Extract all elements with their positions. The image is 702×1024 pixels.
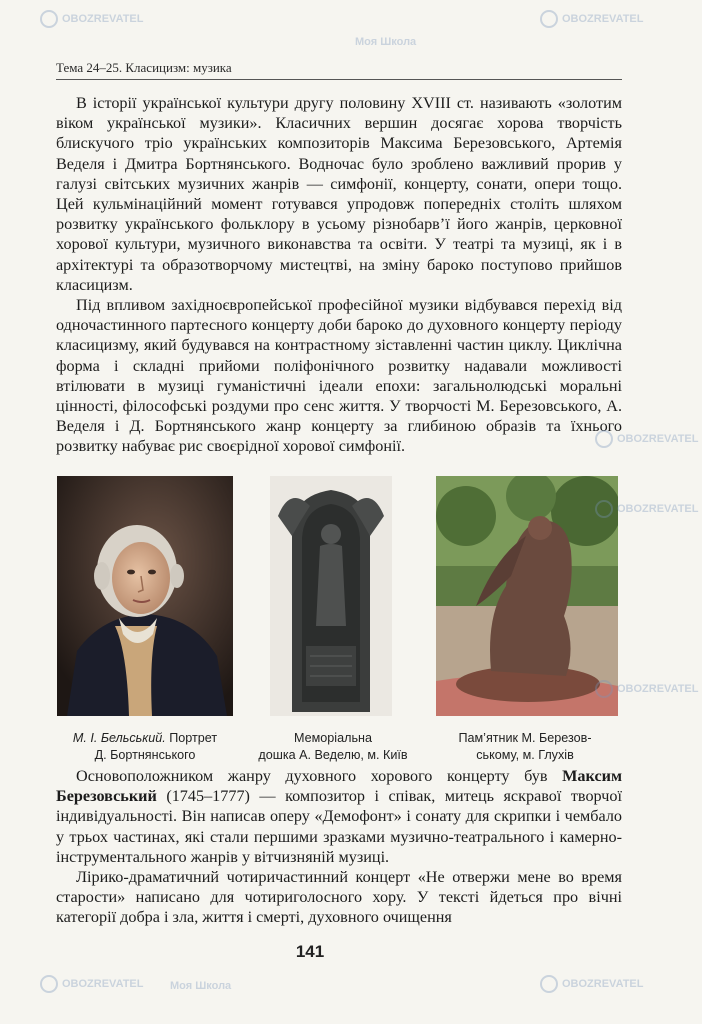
paragraph: Під впливом західноєвропейської професійної музики відбувався перехід від одночастинного партесного концерту доби бароко до духовного концерту періоду класицизму, який будувався на контрастному зіставленні частин циклу. Циклічна форма і складні прийоми поліфонічного розвитку надавали можливості втілювати в музиці гуманістичні ідеали епохи: загальнолюдські моральні цінності, філософські роздуми про сенс життя. У творчості М. Березовського, А. Веделя і Д. Бортнянського жанр концерту за глибиною образів та їхнього розвитку набуває рис своєрідної хорової симфонії. bbox=[56, 296, 622, 456]
monument-image bbox=[436, 476, 618, 716]
watermark-logo-icon bbox=[540, 10, 558, 28]
watermark bbox=[355, 36, 416, 48]
header-divider bbox=[56, 79, 622, 80]
watermark-text: OBOZREVATEL bbox=[617, 682, 699, 695]
watermark-text: OBOZREVATEL bbox=[562, 12, 644, 25]
watermark bbox=[540, 10, 643, 28]
watermark bbox=[540, 975, 643, 993]
watermark bbox=[40, 10, 143, 28]
paragraph: Лірико-драматичний чотиричастинний концерт «Не отвержи мене во время старости» написано для чотириголосного хору. У тексті йдеться про вічні категорії добра і зла, життя і смерті, духовного очищення bbox=[56, 868, 622, 927]
paragraph-text: Основоположником жанру духовного хорового концерту був bbox=[76, 767, 563, 785]
monument-caption bbox=[420, 730, 630, 764]
monument-caption-line1: Пам’ятник М. Березов- bbox=[458, 731, 592, 745]
watermark-text: Моя Школа bbox=[355, 36, 417, 48]
paragraph bbox=[56, 766, 622, 867]
watermark-text: OBOZREVATEL bbox=[562, 977, 644, 990]
plaque-caption-line1: Меморіальна bbox=[294, 731, 372, 745]
watermark-text: OBOZREVATEL bbox=[62, 977, 144, 990]
composer-name: Максим Березовський bbox=[56, 767, 622, 806]
watermark bbox=[170, 980, 231, 992]
monument-figure bbox=[436, 476, 618, 716]
plaque-figure bbox=[270, 476, 392, 716]
watermark-text: OBOZREVATEL bbox=[617, 432, 699, 445]
page-header: Тема 24–25. Класицизм: музика bbox=[56, 60, 232, 75]
plaque-image bbox=[270, 476, 392, 716]
page-number: 141 bbox=[295, 942, 325, 961]
text-block-intro bbox=[56, 93, 622, 457]
watermark bbox=[40, 975, 143, 993]
monument-caption-line2: ському, м. Глухів bbox=[476, 748, 574, 762]
portrait-figure bbox=[57, 476, 233, 716]
watermark-text: OBOZREVATEL bbox=[62, 12, 144, 25]
plaque-caption-line2: дошка А. Веделю, м. Київ bbox=[258, 748, 408, 762]
text-block-berezovsky bbox=[56, 766, 622, 928]
paragraph-text: (1745–1777) — композитор і співак, митець яскравої творчої індивідуальності. Він написав оперу «Демофонт» і сонату для скрипки і чембало у трьох частинах, які стали першими зразками музично-театрального і камерно-інструментального жанрів у вітчизняній музиці. bbox=[56, 787, 622, 866]
portrait-author: М. І. Бельський. bbox=[72, 731, 166, 745]
watermark-logo-icon bbox=[40, 10, 58, 28]
plaque-caption bbox=[238, 730, 428, 764]
portrait-caption-text: Портрет bbox=[165, 731, 218, 745]
watermark-text: OBOZREVATEL bbox=[617, 502, 699, 515]
watermark-logo-icon bbox=[40, 975, 58, 993]
portrait-caption-line2: Д. Бортнянського bbox=[94, 748, 196, 762]
watermark-text: Моя Школа bbox=[170, 980, 232, 992]
watermark-logo-icon bbox=[540, 975, 558, 993]
portrait-image bbox=[57, 476, 233, 716]
portrait-caption bbox=[45, 730, 245, 764]
paragraph: В історії української культури другу половину XVIII ст. називають «золотим віком української музики». Класичних вершин досягає хорова творчість блискучого тріо українських композиторів Максима Березовського, Артемія Веделя і Дмитра Бортнянського. Водночас було зроблено важливий прорив у галузі світських музичних жанрів — симфонії, концерту, сонати, опери тощо. Цей кульмінаційний момент готувався упродовж попередніх століть шляхом розвитку українського фольклору в усьому різнобарв’ї його жанрів, церковної хорової культури, музичного виконавства та освіти. У театрі та музиці, як і в архітектурі та образотворчому мистецтві, на зміну бароко поступово прийшов класицизм. bbox=[56, 94, 622, 294]
